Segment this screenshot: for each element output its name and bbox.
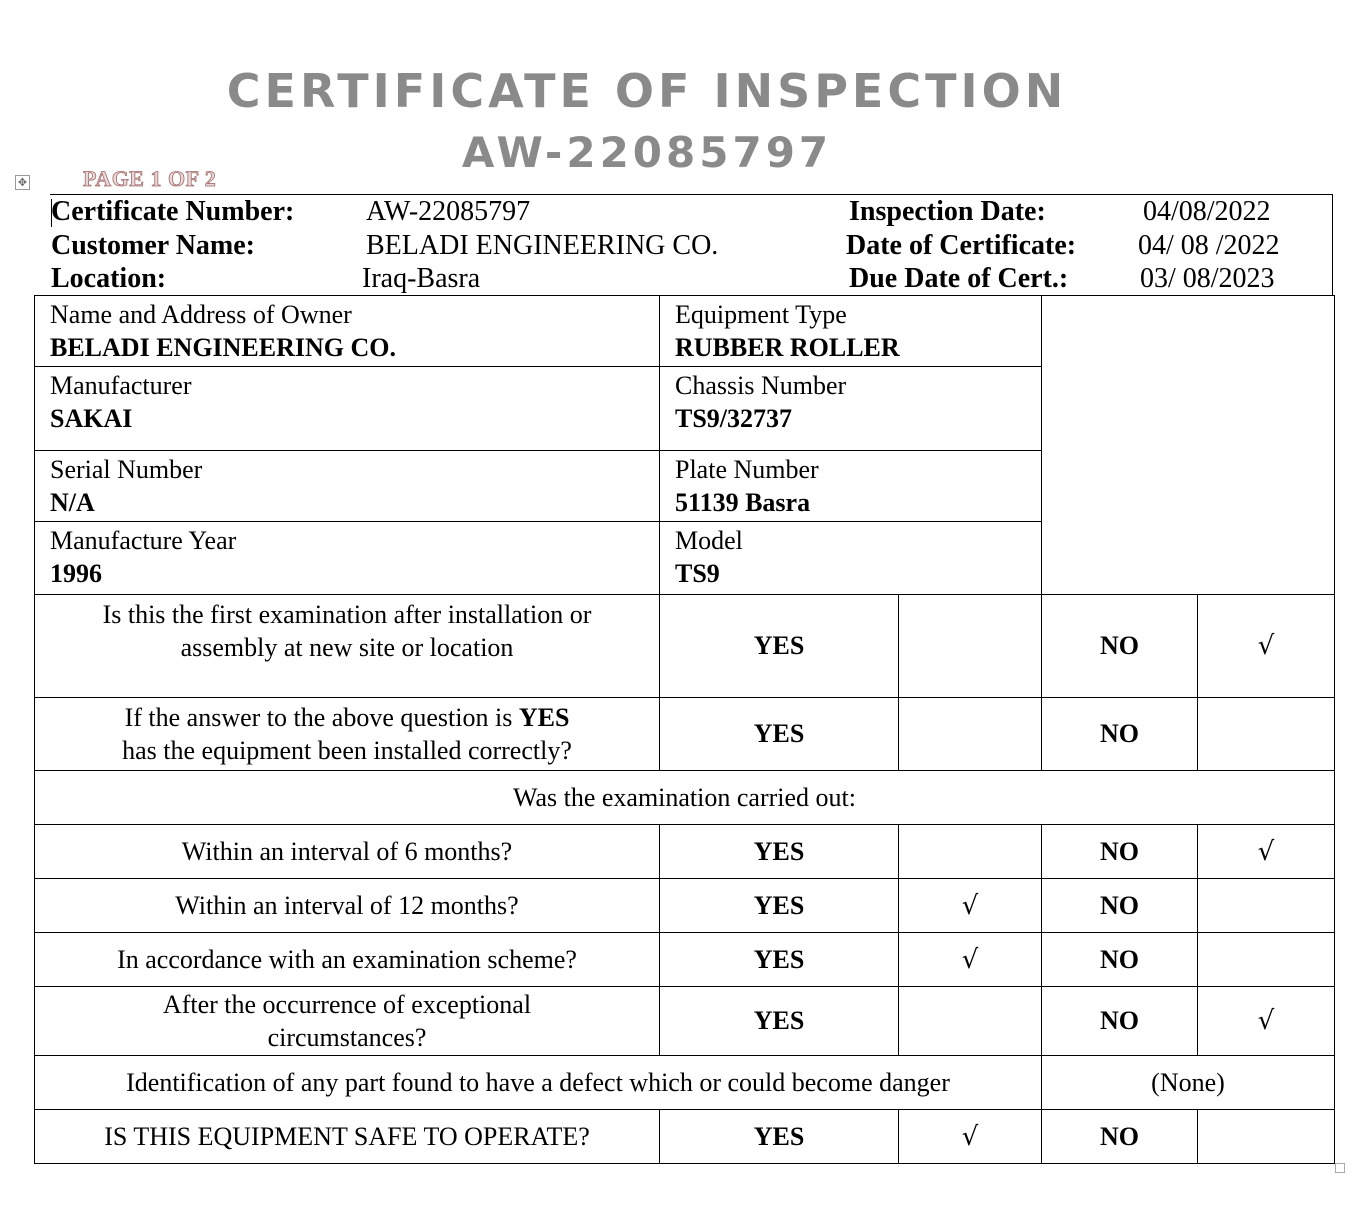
manufacturer-value: SAKAI <box>50 404 133 433</box>
certificate-code-title: AW-22085797 <box>461 128 833 177</box>
table-row <box>35 825 1335 879</box>
check-mark-icon[interactable]: √ <box>1198 595 1335 698</box>
serial-cell <box>35 451 660 522</box>
no-label: NO <box>1042 595 1198 698</box>
table-row <box>35 1056 1335 1110</box>
manufacturer-cell <box>35 367 660 451</box>
check-mark-icon[interactable]: √ <box>899 933 1042 987</box>
yes-check-cell[interactable] <box>899 825 1042 879</box>
year-label: Manufacture Year <box>50 526 237 555</box>
safe-to-operate-label: IS THIS EQUIPMENT SAFE TO OPERATE? <box>35 1110 660 1164</box>
table-row <box>35 1110 1335 1164</box>
owner-label: Name and Address of Owner <box>50 300 352 329</box>
chassis-value: TS9/32737 <box>675 404 793 433</box>
chassis-cell <box>660 367 1042 451</box>
plate-cell <box>660 451 1042 522</box>
table-row <box>35 296 1335 367</box>
yes-label: YES <box>660 879 899 933</box>
model-cell <box>660 522 1042 595</box>
question-exam-scheme: In accordance with an examination scheme? <box>35 933 660 987</box>
model-value: TS9 <box>675 559 720 588</box>
table-row <box>35 698 1335 771</box>
exam-carried-out-header: Was the examination carried out: <box>35 771 1335 825</box>
question-12-months: Within an interval of 12 months? <box>35 879 660 933</box>
location-label: Location: <box>51 263 167 294</box>
table-row <box>35 879 1335 933</box>
no-label: NO <box>1042 879 1198 933</box>
serial-label: Serial Number <box>50 455 203 484</box>
table-row <box>35 771 1335 825</box>
blank-photo-area <box>1042 296 1335 595</box>
question-exceptional-line1: After the occurrence of exceptional <box>162 990 532 1019</box>
plate-label: Plate Number <box>675 455 819 484</box>
table-move-handle-icon[interactable]: ✥ <box>15 175 30 190</box>
inspection-date-value: 04/08/2022 <box>1143 196 1271 227</box>
certificate-title: CERTIFICATE OF INSPECTION <box>226 64 1068 118</box>
defect-value: (None) <box>1042 1056 1335 1110</box>
question-first-exam-line2: assembly at new site or location <box>180 633 514 662</box>
table-resize-handle[interactable] <box>1335 1163 1345 1173</box>
chassis-label: Chassis Number <box>675 371 847 400</box>
check-mark-icon[interactable]: √ <box>899 879 1042 933</box>
yes-label: YES <box>660 595 899 698</box>
page-label: PAGE 1 OF 2 <box>83 166 217 191</box>
table-row <box>35 933 1335 987</box>
no-label: NO <box>1042 933 1198 987</box>
question-installed-bold-yes: YES <box>518 703 570 732</box>
no-check-cell[interactable] <box>1198 1110 1335 1164</box>
defect-label: Identification of any part found to have a defect which or could become danger <box>35 1056 1042 1110</box>
no-label: NO <box>1042 987 1198 1056</box>
yes-label: YES <box>660 987 899 1056</box>
owner-cell <box>35 296 660 367</box>
due-date-label: Due Date of Cert.: <box>849 263 1069 294</box>
certificate-number-value: AW-22085797 <box>366 196 531 227</box>
no-label: NO <box>1042 825 1198 879</box>
yes-check-cell[interactable] <box>899 987 1042 1056</box>
question-installed-line1: If the answer to the above question is <box>124 703 519 732</box>
question-installed-correctly <box>35 698 660 771</box>
no-label: NO <box>1042 1110 1198 1164</box>
no-check-cell[interactable] <box>1198 879 1335 933</box>
model-label: Model <box>675 526 743 555</box>
yes-label: YES <box>660 825 899 879</box>
year-value: 1996 <box>50 559 102 588</box>
customer-name-label: Customer Name: <box>51 230 255 261</box>
question-installed-line2: has the equipment been installed correctly? <box>122 736 572 765</box>
no-label: NO <box>1042 698 1198 771</box>
date-of-certificate-label: Date of Certificate: <box>846 230 1077 261</box>
inspection-table <box>34 295 1335 1164</box>
no-check-cell[interactable] <box>1198 698 1335 771</box>
equipment-type-label: Equipment Type <box>675 300 847 329</box>
check-mark-icon[interactable]: √ <box>1198 825 1335 879</box>
equipment-type-value: RUBBER ROLLER <box>675 333 900 362</box>
question-first-exam-line1: Is this the first examination after installation or <box>102 600 592 629</box>
check-mark-icon[interactable]: √ <box>1198 987 1335 1056</box>
year-cell <box>35 522 660 595</box>
table-row <box>35 595 1335 698</box>
manufacturer-label: Manufacturer <box>50 371 192 400</box>
equipment-type-cell <box>660 296 1042 367</box>
check-mark-icon[interactable]: √ <box>899 1110 1042 1164</box>
no-check-cell[interactable] <box>1198 933 1335 987</box>
yes-label: YES <box>660 698 899 771</box>
question-exceptional <box>35 987 660 1056</box>
yes-check-cell[interactable] <box>899 698 1042 771</box>
yes-check-cell[interactable] <box>899 595 1042 698</box>
inspection-date-label: Inspection Date: <box>849 196 1046 227</box>
serial-value: N/A <box>50 488 95 517</box>
location-value: Iraq-Basra <box>362 263 481 294</box>
customer-name-value: BELADI ENGINEERING CO. <box>366 230 719 261</box>
certificate-number-label: Certificate Number: <box>51 196 295 227</box>
owner-value: BELADI ENGINEERING CO. <box>50 333 397 362</box>
question-6-months: Within an interval of 6 months? <box>35 825 660 879</box>
question-first-exam <box>35 595 660 698</box>
yes-label: YES <box>660 1110 899 1164</box>
plate-value: 51139 Basra <box>675 488 811 517</box>
due-date-value: 03/ 08/2023 <box>1140 263 1275 294</box>
date-of-certificate-value: 04/ 08 /2022 <box>1138 230 1280 261</box>
question-exceptional-line2: circumstances? <box>267 1023 427 1052</box>
table-row <box>35 987 1335 1056</box>
yes-label: YES <box>660 933 899 987</box>
